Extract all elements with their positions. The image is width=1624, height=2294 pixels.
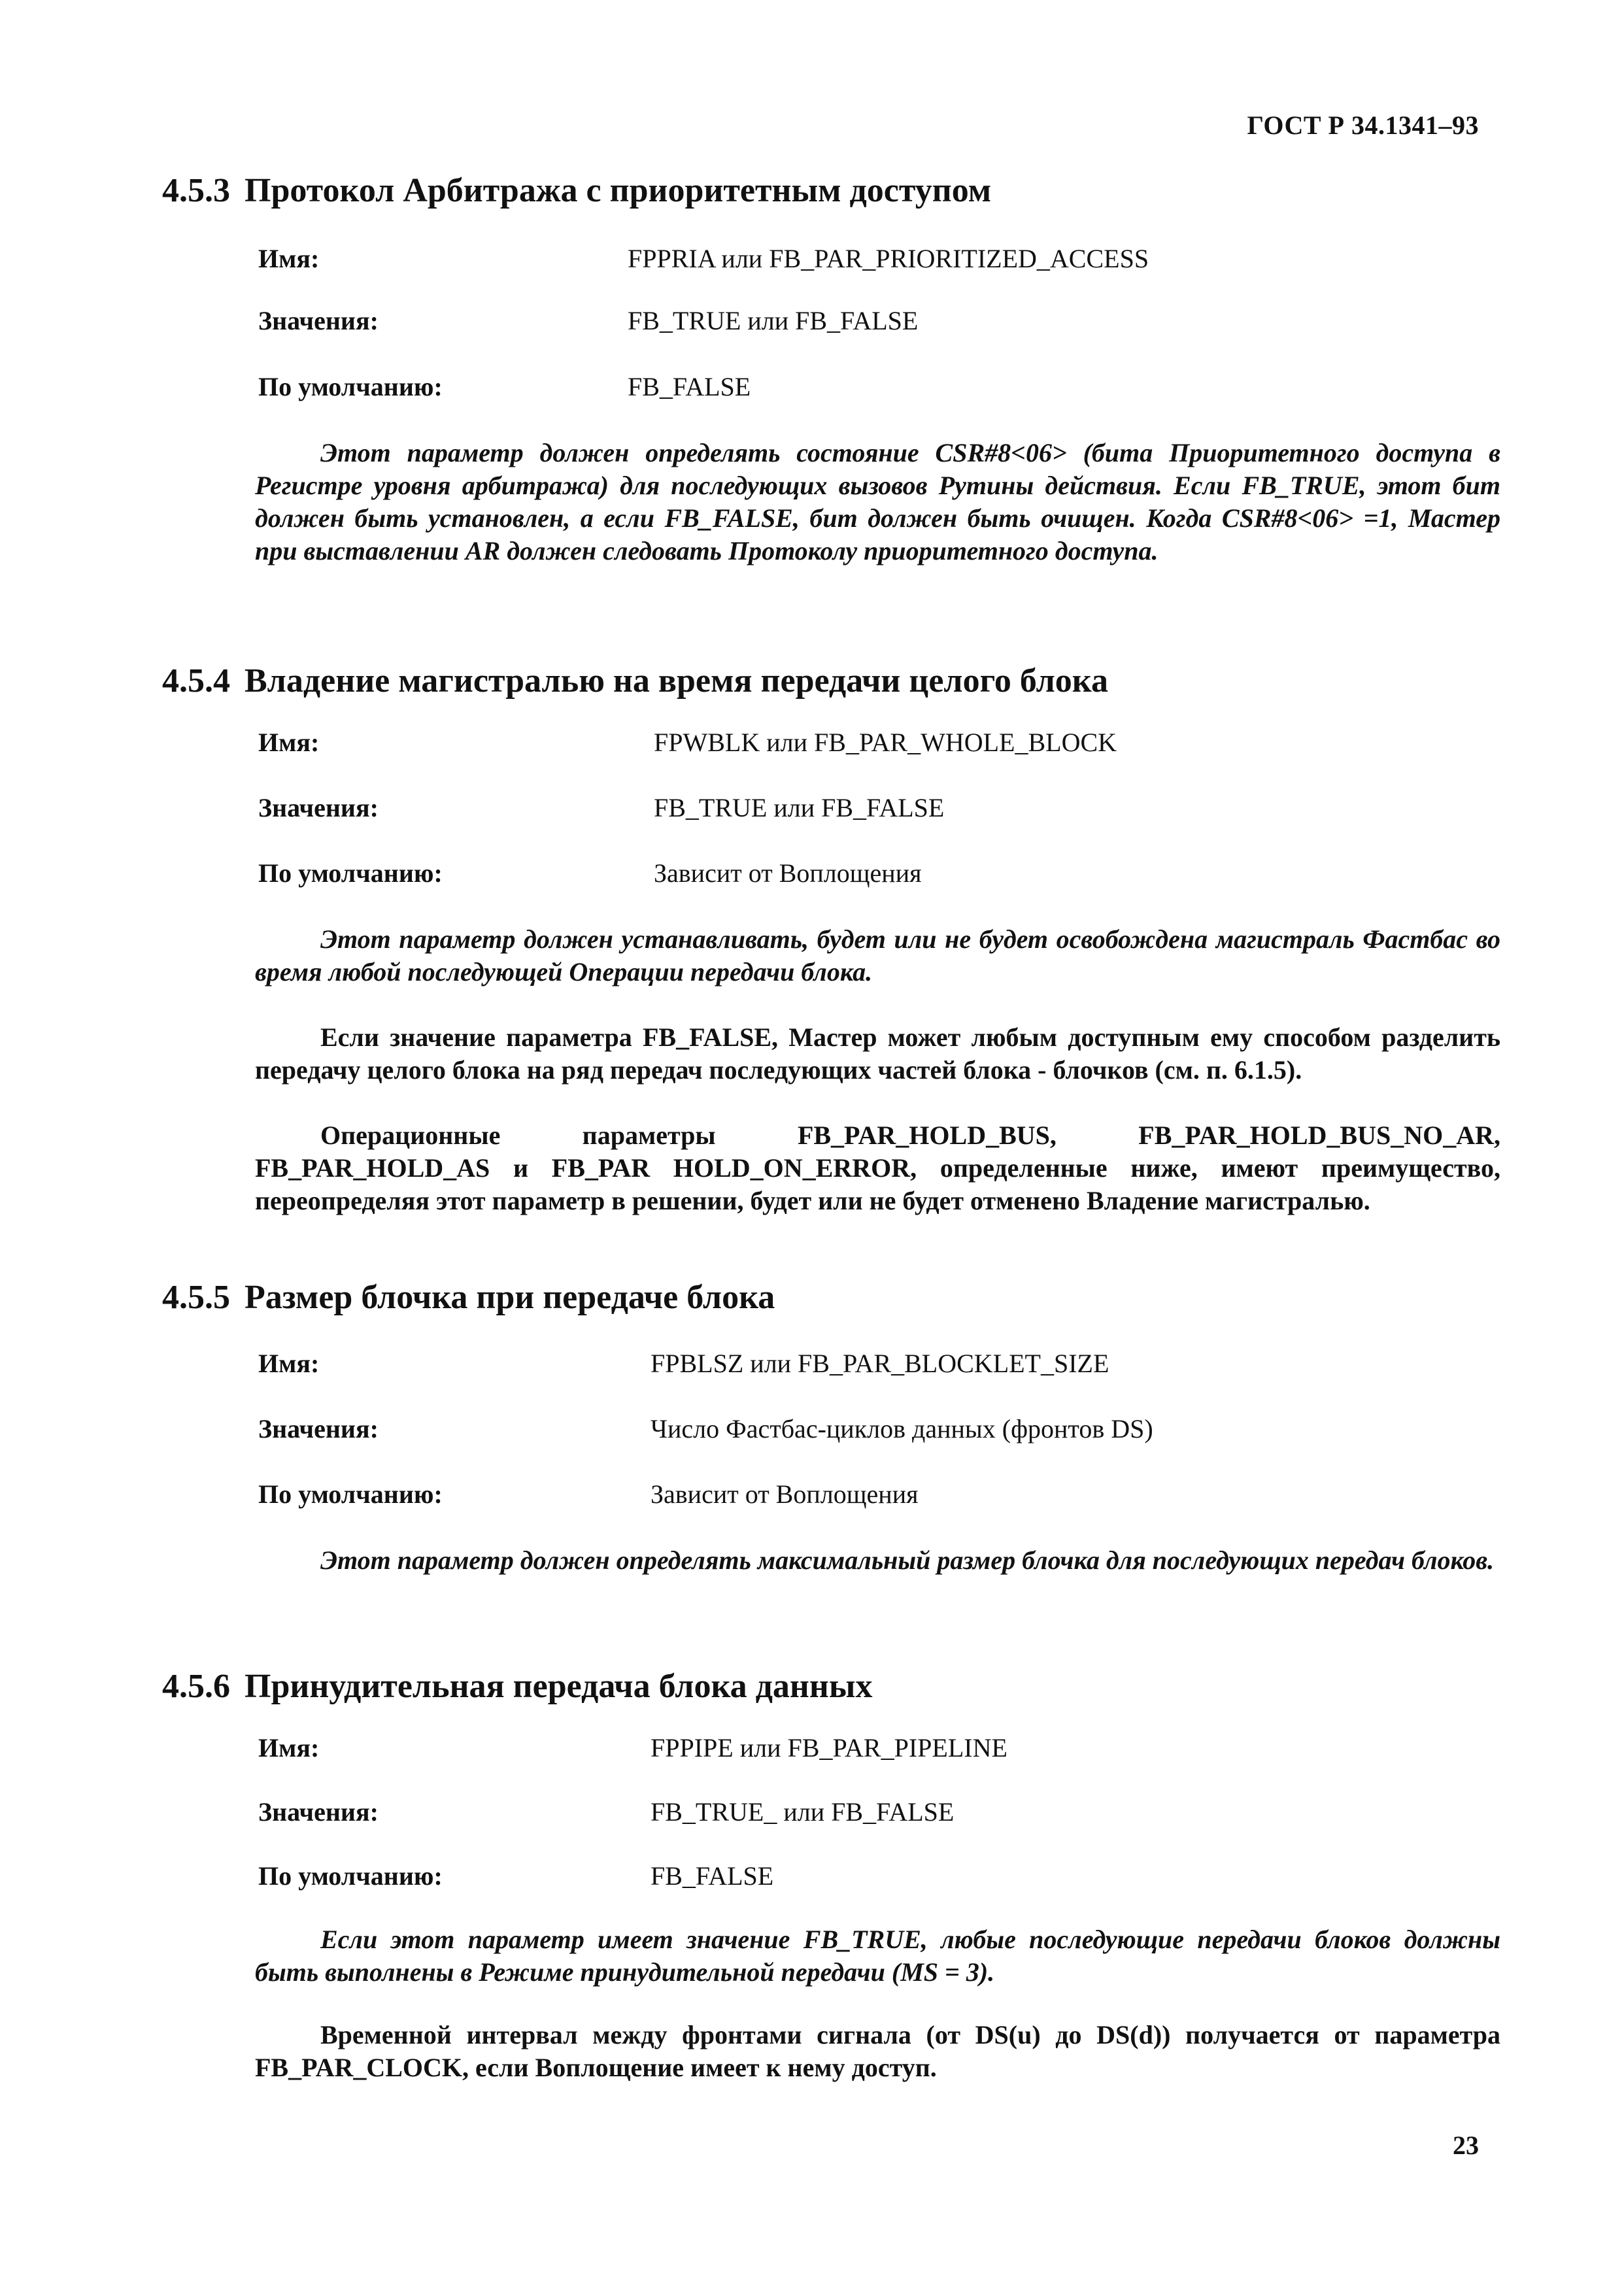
section-title [162,171,991,210]
param-value: FB_FALSE [628,372,751,401]
section-heading: Протокол Арбитража с приоритетным доступом [245,172,992,209]
page-number: 23 [1453,2131,1479,2160]
param-label: Значения: [258,1797,379,1827]
section-title [162,662,1108,700]
section-paragraph: Этот параметр должен определять максимальный размер блочка для последующих передач блоков. [320,1545,1495,1575]
param-label: По умолчанию: [258,372,443,401]
param-label: Значения: [258,306,379,335]
section-number: 4.5.3 [162,172,230,209]
param-default-row [258,1861,1500,1900]
param-values-row [258,1796,1500,1836]
section-paragraph: Если значение параметра FB_FALSE, Мастер может любым доступным ему способом разделить передачу целого блока на ряд передач последующих частей блока - блочков (см. п. 6.1.5). [255,1022,1500,1085]
section-title [162,1667,872,1706]
section-title [162,1278,775,1317]
param-value: FPBLSZ или FB_PAR_BLOCKLET_SIZE [651,1349,1109,1378]
param-value: FPPIPE или FB_PAR_PIPELINE [651,1733,1007,1763]
section-paragraph: Этот параметр должен определять состояние CSR#8<06> (бита Приоритетного доступа в Регистре уровня арбитража) для последующих вызовов Рутины действия. Если FB_TRUE, этот бит должен быть установлен, а если FB_FALSE, бит должен быть очищен. Когда CSR#8<06> =1, Мастер при выставлении AR должен следовать Протоколу приоритетного доступа. [255,438,1500,565]
param-name-row [258,243,1500,282]
section-paragraph: Операционные параметры FB_PAR_HOLD_BUS, FB_PAR_HOLD_BUS_NO_AR, FB_PAR_HOLD_AS и FB_PAR HOLD_ON_ERROR, определенные ниже, имеют преимущество, переопределяя этот параметр в решении, будет или не будет отменено Владение магистралью. [255,1121,1500,1215]
document-code-header: ГОСТ Р 34.1341–93 [1247,110,1479,140]
param-label: Значения: [258,1414,379,1443]
param-value: FPPRIA или FB_PAR_PRIORITIZED_ACCESS [628,244,1149,273]
section-heading: Принудительная передача блока данных [245,1668,873,1705]
param-label: Имя: [258,1733,320,1763]
param-value: FPWBLK или FB_PAR_WHOLE_BLOCK [654,728,1117,757]
param-label: Имя: [258,1349,320,1378]
section-number: 4.5.6 [162,1668,230,1705]
param-name-row [258,1348,1500,1387]
param-default-row [258,1479,1500,1518]
param-value: Число Фастбас-циклов данных (фронтов DS) [651,1414,1153,1443]
section-heading: Размер блочка при передаче блока [245,1279,775,1316]
section-heading: Владение магистралью на время передачи целого блока [245,662,1108,700]
param-value: FB_FALSE [651,1861,774,1891]
param-value: Зависит от Воплощения [651,1479,919,1509]
section-paragraph: Временной интервал между фронтами сигнала (от DS(u) до DS(d)) получается от параметра FB_PAR_CLOCK, если Воплощение имеет к нему доступ. [255,2020,1500,2082]
param-default-row [258,371,1500,411]
section-number: 4.5.5 [162,1279,230,1316]
param-value: FB_TRUE_ или FB_FALSE [651,1797,955,1827]
param-default-row [258,858,1500,897]
param-value: FB_TRUE или FB_FALSE [628,306,919,335]
param-value: Зависит от Воплощения [654,858,922,888]
param-label: Значения: [258,793,379,822]
param-value: FB_TRUE или FB_FALSE [654,793,945,822]
param-label: По умолчанию: [258,858,443,888]
section-paragraph: Если этот параметр имеет значение FB_TRUE, любые последующие передачи блоков должны быть выполнены в Режиме принудительной передачи (MS = 3). [255,1925,1500,1987]
param-values-row [258,792,1500,832]
param-label: Имя: [258,728,320,757]
param-values-row [258,305,1500,345]
param-label: Имя: [258,244,320,273]
param-name-row [258,1732,1500,1772]
param-label: По умолчанию: [258,1861,443,1891]
section-number: 4.5.4 [162,662,230,700]
param-label: По умолчанию: [258,1479,443,1509]
param-values-row [258,1413,1500,1453]
param-name-row [258,727,1500,766]
section-paragraph: Этот параметр должен устанавливать, будет или не будет освобождена магистраль Фастбас во время любой последующей Операции передачи блока. [255,924,1500,987]
